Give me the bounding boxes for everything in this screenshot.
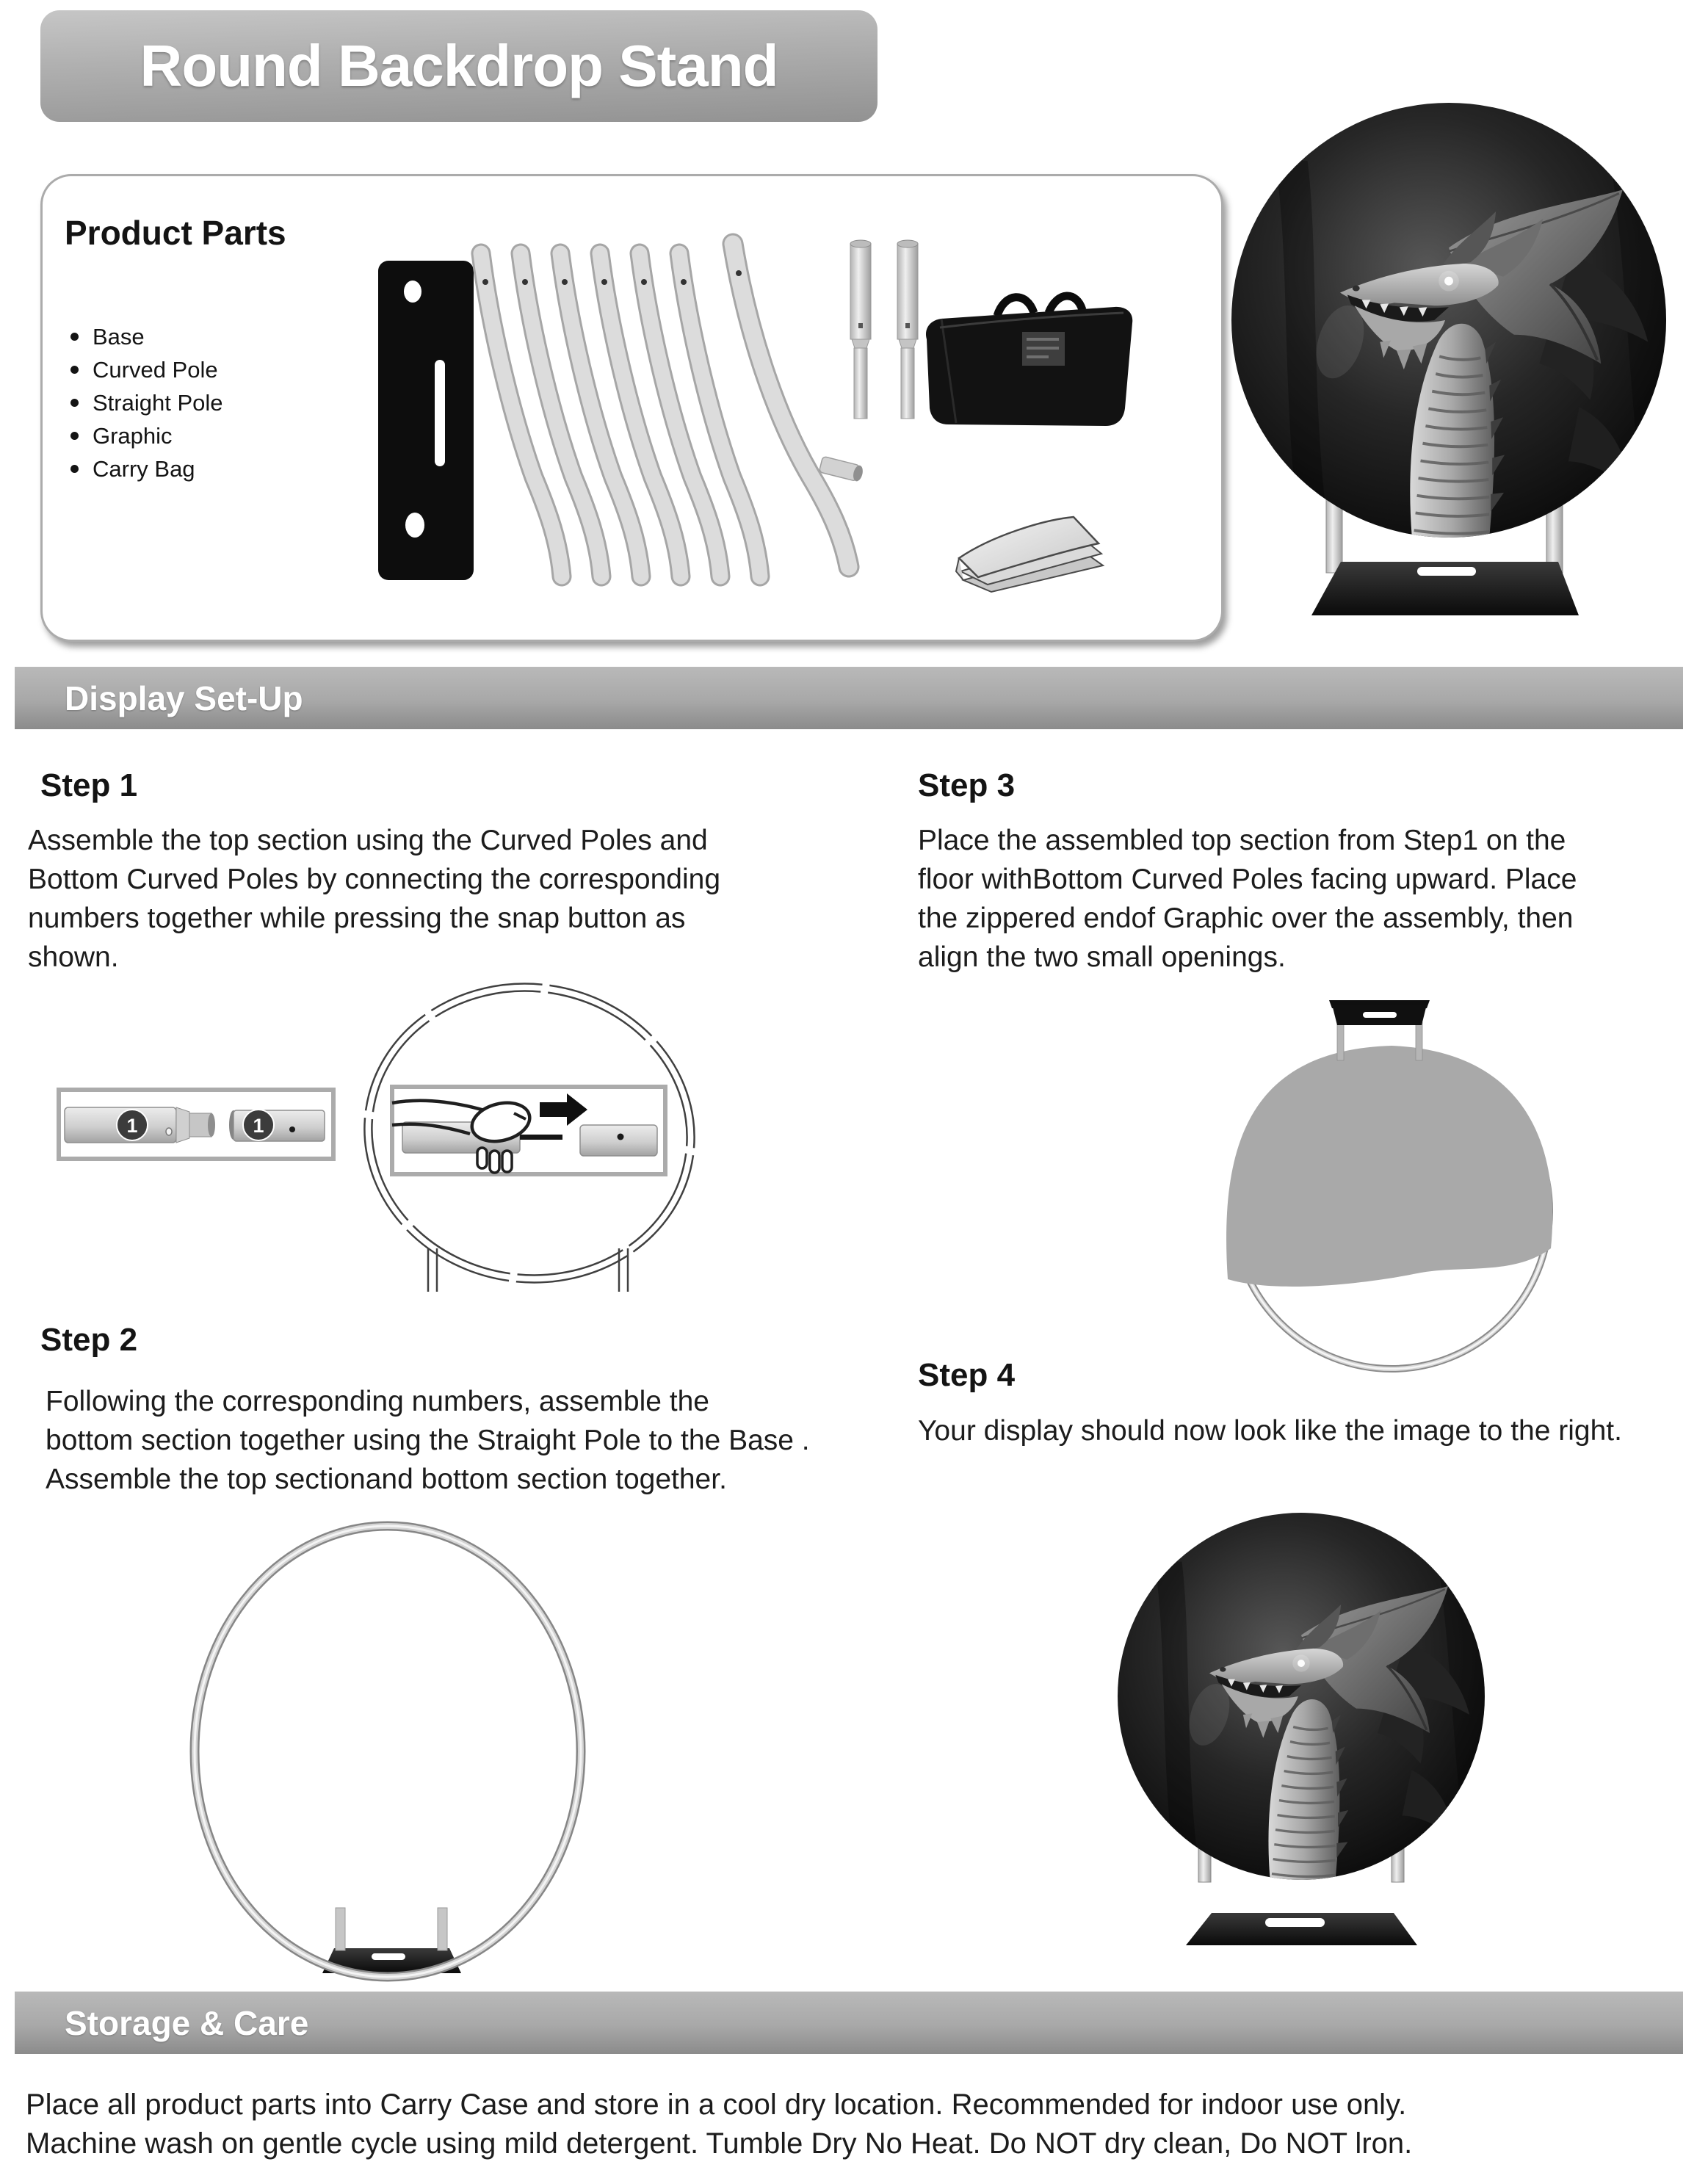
assembled-display-photo xyxy=(1231,103,1666,615)
dragon-graphic xyxy=(1231,103,1666,545)
list-item-label: Curved Pole xyxy=(93,356,218,383)
storage-care-label: Storage & Care xyxy=(65,2003,309,2042)
graphic-cover xyxy=(1226,1046,1552,1287)
straight-poles-illustration xyxy=(850,240,918,419)
list-item-label: Graphic xyxy=(93,422,173,449)
step1-text: Assemble the top section using the Curved Poles and Bottom Curved Poles by connecting the corresponding numbers together while pressing the snap button as shown. xyxy=(28,825,721,973)
storage-care-text: Place all product parts into Carry Case and store in a cool dry location. Recommended for indoor use only. Machine wash on gentle cycle using mild detergent. Tumble Dry No Heat. Do NOT dry clean, Do NOT lron. xyxy=(26,2088,1413,2160)
pole-number-badge: 1 xyxy=(126,1115,138,1137)
page-title: Round Backdrop Stand xyxy=(140,33,778,98)
step4-text: Your display should now look like the image to the right. xyxy=(918,1415,1622,1447)
dragon-graphic xyxy=(1118,1513,1485,1886)
pole-side-stub xyxy=(819,456,864,482)
base-illustration xyxy=(378,261,474,580)
step3-diagram xyxy=(1226,1000,1552,1369)
list-item-label: Base xyxy=(93,323,145,350)
step2-text: Following the corresponding numbers, assemble the bottom section together using the Straight Pole to the Base . Assemble the top sectionand bottom section together. xyxy=(46,1386,810,1495)
numbered-poles-inset xyxy=(59,1090,333,1159)
step4-diagram xyxy=(1118,1513,1485,1945)
step3-heading: Step 3 xyxy=(918,767,1016,803)
list-item-label: Carry Bag xyxy=(93,455,195,482)
step1-heading: Step 1 xyxy=(40,767,138,803)
step2-heading: Step 2 xyxy=(40,1322,138,1358)
list-item-label: Straight Pole xyxy=(93,389,223,416)
carry-bag-illustration xyxy=(926,296,1132,426)
step2-diagram xyxy=(195,1526,581,1977)
pole-number-badge: 1 xyxy=(253,1115,264,1137)
step1-diagram xyxy=(59,963,714,1304)
step4-heading: Step 4 xyxy=(918,1357,1016,1393)
snap-button-inset xyxy=(392,1087,665,1174)
folded-graphic-illustration xyxy=(956,517,1103,592)
product-parts-heading: Product Parts xyxy=(65,214,286,252)
display-setup-label: Display Set-Up xyxy=(65,679,303,717)
curved-poles-illustration xyxy=(481,244,864,576)
step3-text: Place the assembled top section from Step1 on the floor withBottom Curved Poles facing upward. Place the zippered endof Graphic over the assembly, then align the two small openings. xyxy=(918,825,1577,973)
